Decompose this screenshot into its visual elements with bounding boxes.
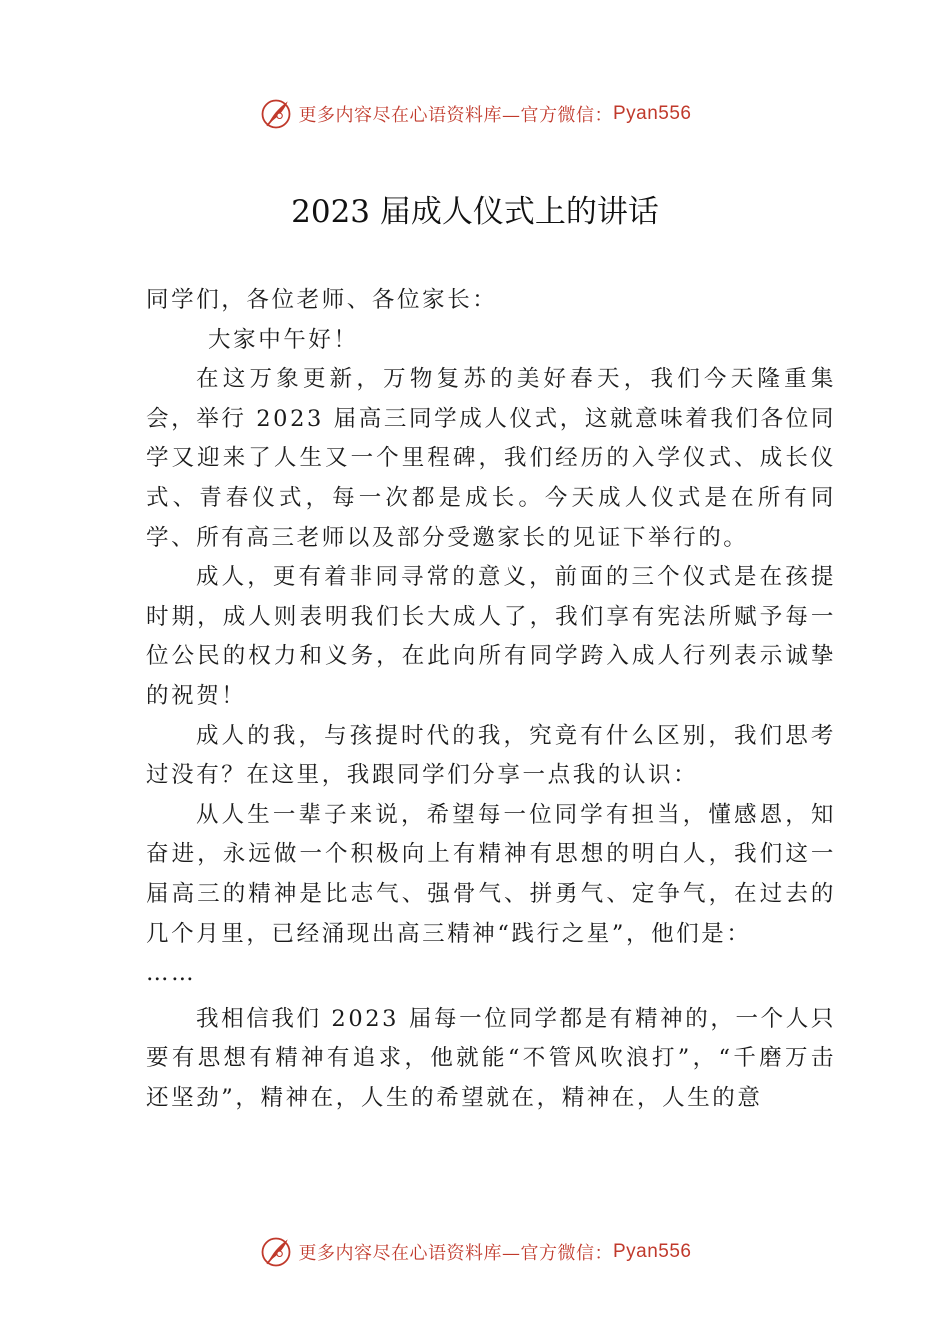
greeting-line: 同学们，各位老师、各位家长： (146, 287, 498, 313)
watermark-text: 更多内容尽在心语资料库—官方微信： (298, 1243, 613, 1264)
paragraph-5: 我相信我们 2023 届每一位同学都是有精神的，一个人只要有思想有精神有追求，他就能“不管风吹浪打”，“千磨万击还坚劲”，精神在，人生的希望就在，精神在，人生的意 (146, 1005, 836, 1111)
header-watermark (0, 94, 950, 134)
paragraph-3: 成人的我，与孩提时代的我，究竟有什么区别，我们思考过没有？在这里，我跟同学们分享一点我的认识： (146, 722, 836, 789)
footer-watermark (0, 1232, 950, 1272)
document-title: 2023 届成人仪式上的讲话 (291, 194, 659, 230)
document-body (146, 281, 836, 1118)
watermark-text: 更多内容尽在心语资料库—官方微信： (298, 105, 613, 126)
watermark-wechat-id: Pyan556 (612, 103, 692, 124)
quill-logo-icon (258, 1234, 294, 1270)
paragraph-ellipsis: …… (146, 960, 197, 987)
paragraph-4: 从人生一辈子来说，希望每一位同学有担当，懂感恩，知奋进，永远做一个积极向上有精神有思想的明白人，我们这一届高三的精神是比志气、强骨气、拼勇气、定争气，在过去的几个月里，已经涌现出高三精神“践行之星”，他们是： (146, 801, 836, 947)
watermark-wechat-id: Pyan556 (612, 1241, 692, 1262)
paragraph-2: 成人，更有着非同寻常的意义，前面的三个仪式是在孩提时期，成人则表明我们长大成人了，我们享有宪法所赋予每一位公民的权力和义务，在此向所有同学跨入成人行列表示诚挚的祝贺！ (146, 564, 836, 709)
paragraph-1: 在这万象更新，万物复苏的美好春天，我们今天隆重集会，举行 2023 届高三同学成人仪式，这就意味着我们各位同学又迎来了人生又一个里程碑，我们经历的入学仪式、成长仪式、青春仪式，每一次都是成长。今天成人仪式是在所有同学、所有高三老师以及部分受邀家长的见证下举行的。 (146, 366, 836, 551)
quill-logo-icon (258, 96, 294, 132)
salutation-line: 大家中午好！ (208, 326, 359, 353)
